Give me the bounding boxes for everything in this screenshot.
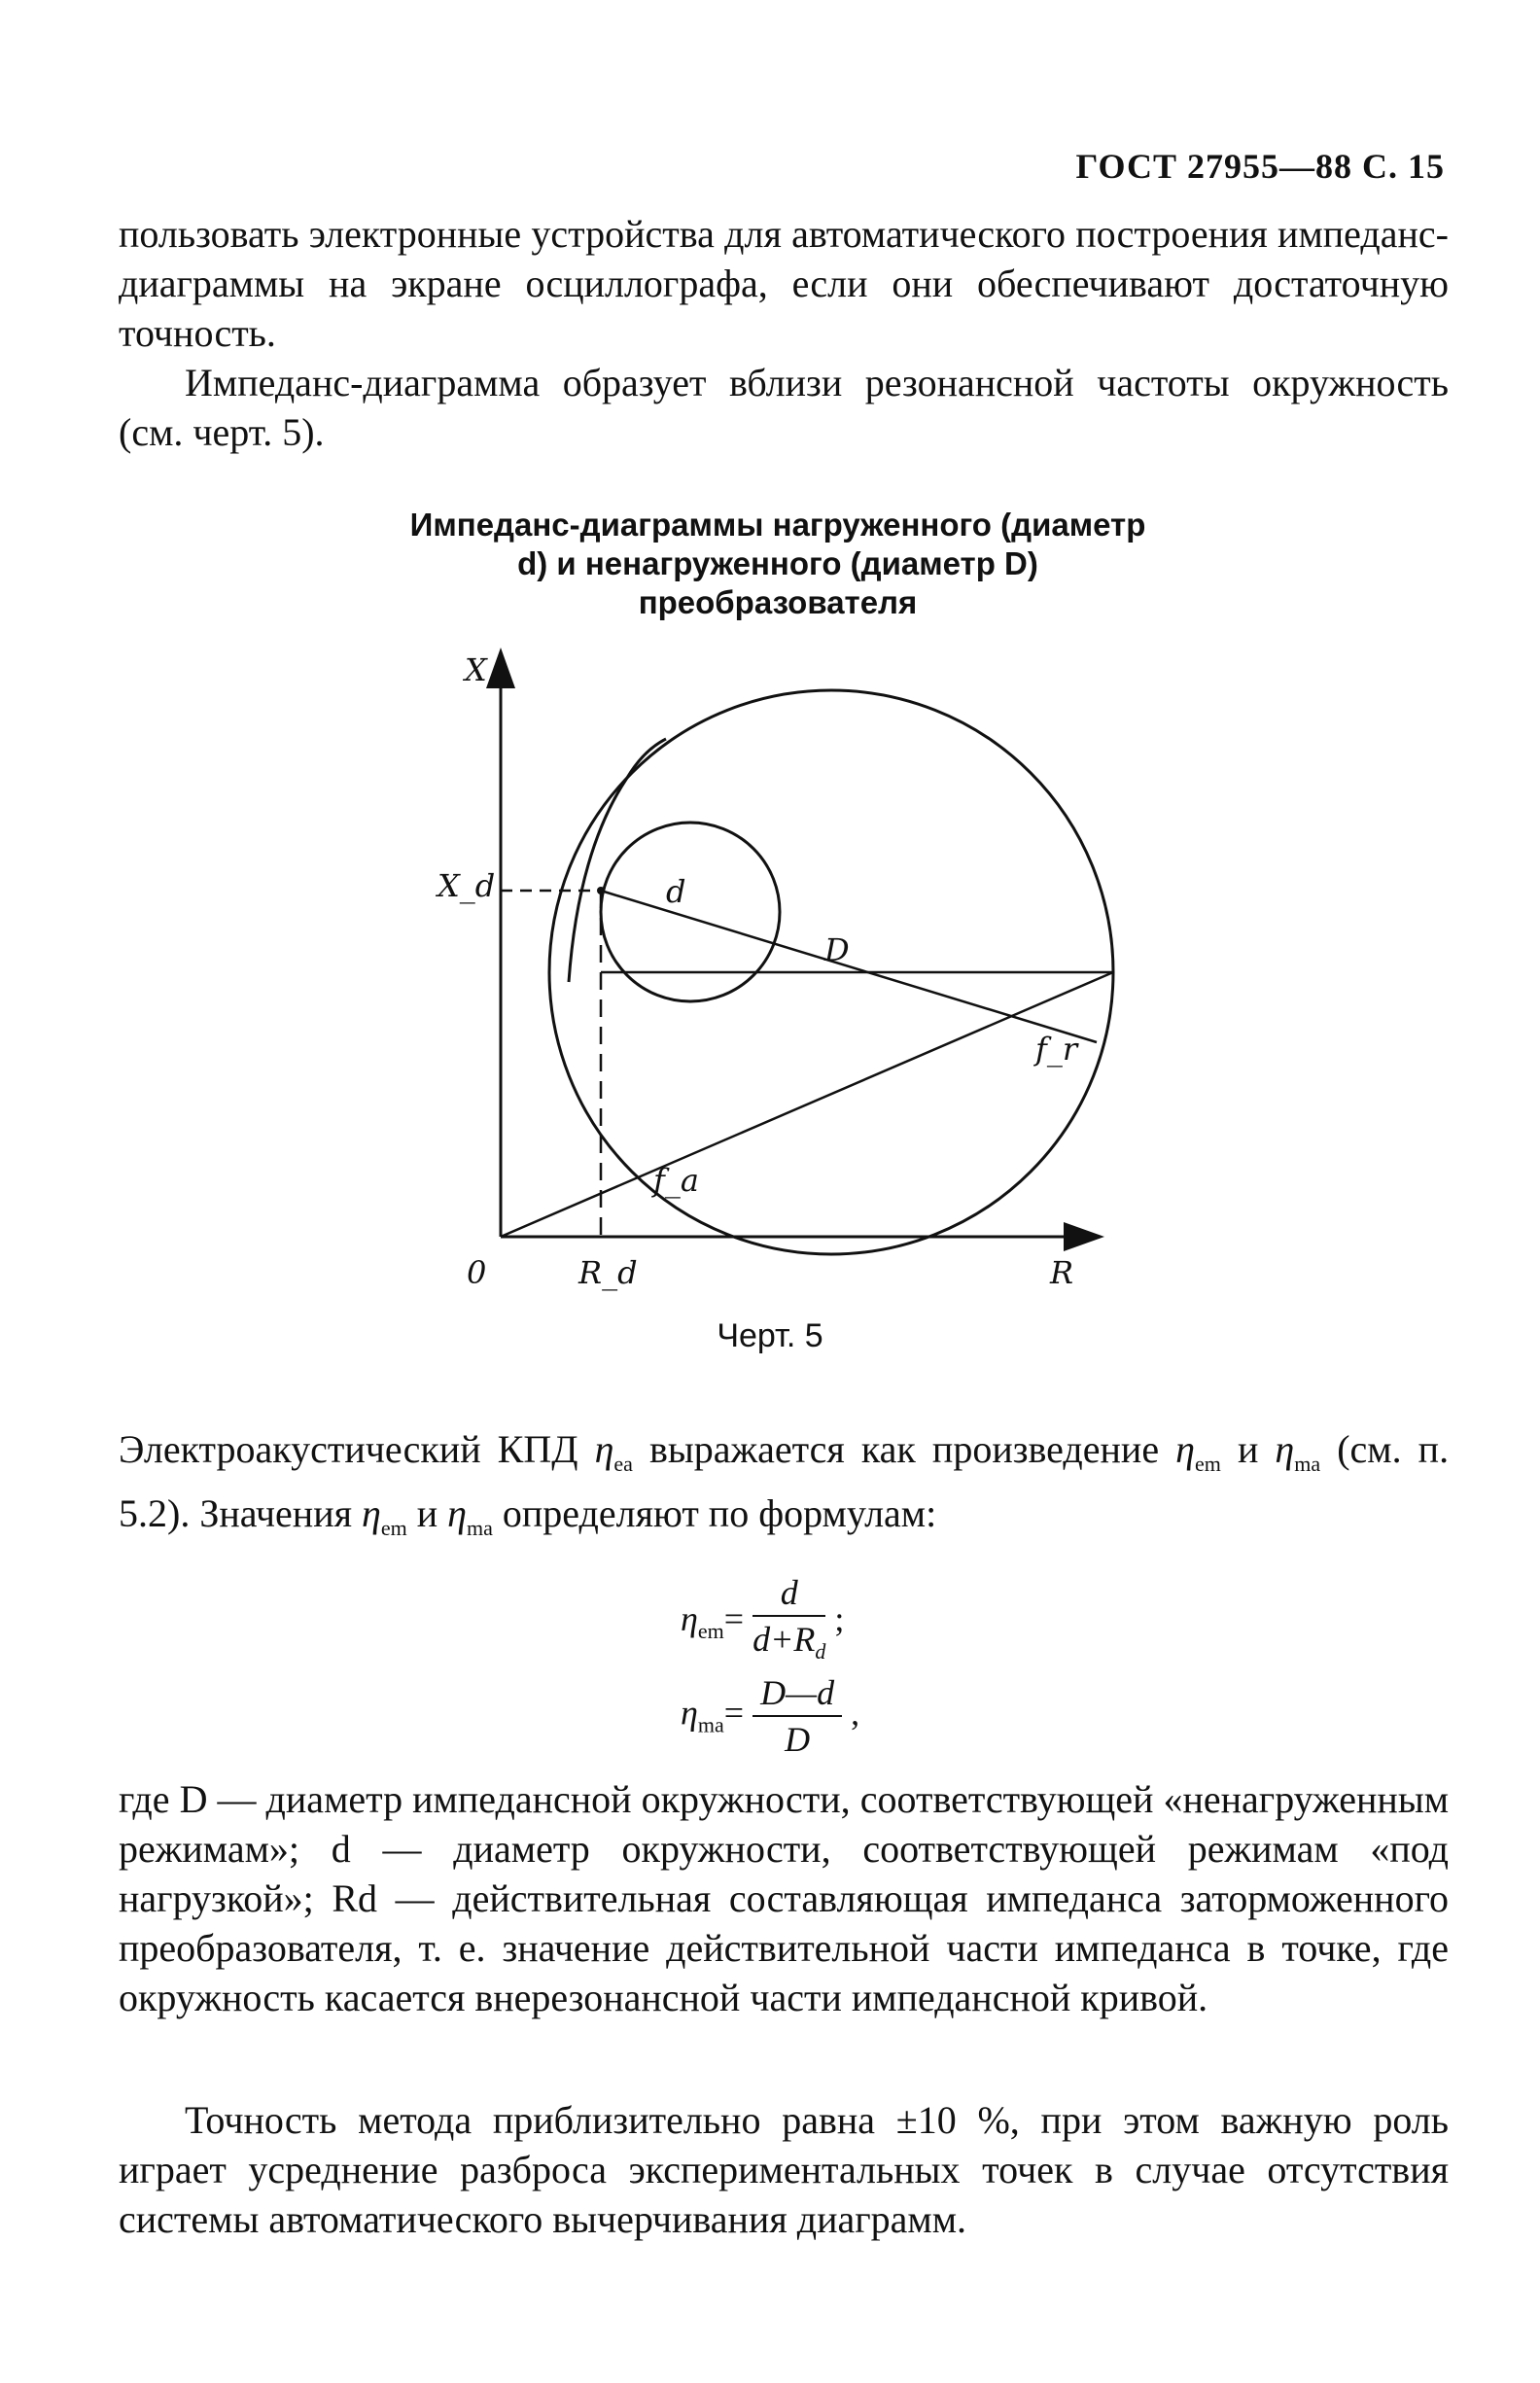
label-origin: 0 [467, 1254, 487, 1291]
text-efficiency-start: Электроакустический КПД [119, 1427, 578, 1471]
den-text: d+R [752, 1620, 816, 1659]
text-and: и [416, 1491, 438, 1535]
sub-d: d [815, 1639, 826, 1665]
symbol-eta: η [681, 1693, 698, 1733]
symbol-eta: η [681, 1598, 698, 1638]
paragraph-intro: пользовать электронные устройства для автоматического построения импеданс-диаграммы на экране осциллографа, если они обеспечивают достаточную точность. [119, 212, 1449, 355]
label-rd: R_d [578, 1254, 638, 1291]
comma: , [851, 1693, 860, 1733]
label-small-d: d [666, 873, 686, 910]
formula-eta-ma [681, 1670, 859, 1762]
impedance-diagram [428, 642, 1128, 1303]
paragraph-definitions: где D — диаметр импедансной окружности, соответствующей «ненагруженным режимам»; d — диаметр окружности, соответствующей режимам «под нагрузкой»; Rd — действительная составляющая импеданса заторможенного преобразователя, т. е. значение действительной части импеданса в точке, где окружность касается внерезонансной части импедансной кривой. [119, 1777, 1449, 2019]
tangent-point [597, 887, 605, 894]
equals-sign: = [723, 1693, 745, 1733]
symbol-eta: η [594, 1427, 614, 1471]
text-and: и [1237, 1427, 1259, 1471]
semicolon: ; [834, 1598, 845, 1638]
figure-caption: Черт. 5 [717, 1317, 823, 1354]
denominator: D [785, 1720, 811, 1759]
sub-ea: ea [613, 1452, 633, 1476]
label-fa: f_a [653, 1162, 699, 1199]
page-header: ГОСТ 27955—88 С. 15 [1075, 147, 1445, 186]
label-fr: f_r [1035, 1031, 1078, 1068]
circle-d [601, 823, 780, 1001]
label-r-axis: R [1050, 1254, 1074, 1291]
label-x-axis: X [465, 651, 487, 688]
fraction-em [752, 1570, 825, 1674]
symbol-eta: η [1175, 1427, 1195, 1471]
numerator: D—d [752, 1670, 842, 1717]
numerator: d [752, 1570, 825, 1617]
paragraph-circle: Импеданс-диаграмма образует вблизи резонансной частоты окружность (см. черт. 5). [119, 361, 1449, 454]
sub-ma: ma [697, 1712, 724, 1737]
sub-em: em [1195, 1452, 1221, 1476]
text-expressed-as: выражается как произведение [649, 1427, 1160, 1471]
symbol-eta: η [1275, 1427, 1295, 1471]
impedance-diagram-svg [428, 642, 1128, 1303]
equals-sign: = [723, 1598, 745, 1638]
sub-ma: ma [1294, 1452, 1321, 1476]
symbol-eta: η [362, 1491, 381, 1535]
sub-em: em [697, 1619, 724, 1644]
paragraph-accuracy: Точность метода приблизительно равна ±10 %, при этом важную роль играет усреднение разброса экспериментальных точек в случае отсутствия системы автоматического вычерчивания диаграмм. [119, 2098, 1449, 2241]
sub-em: em [380, 1516, 407, 1540]
formula-eta-em [681, 1570, 844, 1674]
fraction-ma [752, 1670, 842, 1762]
label-xd: X_d [438, 867, 496, 904]
line-origin-to-resonance [501, 972, 1113, 1237]
sub-ma: ma [466, 1516, 493, 1540]
label-large-d: D [824, 931, 850, 968]
text-reference: (см. п. 5.2). Значения [119, 1427, 1450, 1535]
denominator [752, 1617, 825, 1674]
text-formulas: определяют по формулам: [502, 1491, 937, 1535]
figure-title: Импеданс-диаграммы нагруженного (диаметр d) и ненагруженного (диаметр D) преобразователя [409, 507, 1146, 620]
paragraph-efficiency [119, 1424, 1449, 1553]
symbol-eta: η [447, 1491, 467, 1535]
